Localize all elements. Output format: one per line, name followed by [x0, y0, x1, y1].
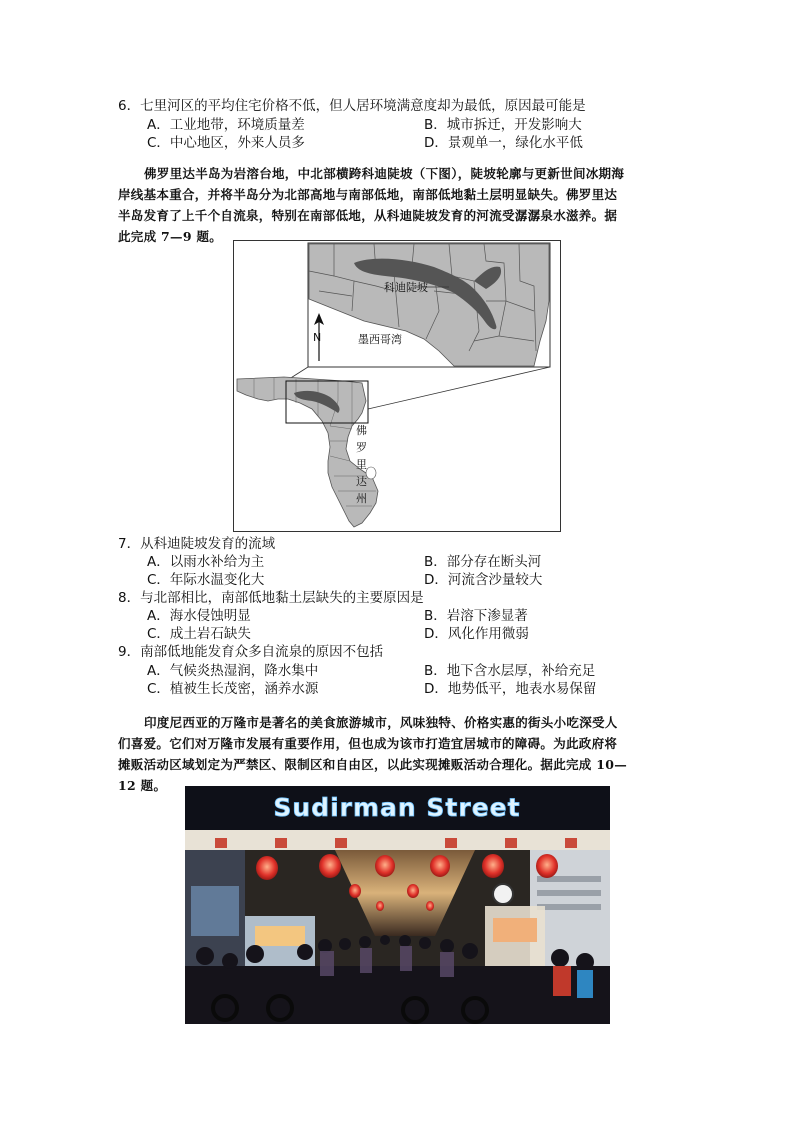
passage-florida-line-1: 佛罗里达半岛为岩溶台地，中北部横跨科迪陡坡（下图），陡坡轮廓与更新世间冰期海 — [144, 166, 625, 181]
label-state-2: 罗 — [356, 441, 367, 454]
q7-option-a: A．以雨水补给为主 — [147, 554, 265, 570]
lantern-icon — [375, 855, 395, 877]
q8-option-c: C．成土岩石缺失 — [147, 626, 251, 642]
lantern-icon — [256, 856, 278, 880]
q7-option-c: C．年际水温变化大 — [147, 572, 265, 588]
florida-map-figure — [233, 240, 561, 532]
q7-option-d: D．河流含沙量较大 — [424, 572, 543, 588]
street-market-photo — [185, 786, 610, 1024]
q9-option-c: C．植被生长茂密，涵养水源 — [147, 681, 319, 697]
q8-option-a: A．海水侵蚀明显 — [147, 608, 251, 624]
passage-bandung-line-4: 12 题。 — [118, 778, 167, 793]
q9-option-d: D．地势低平，地表水易保留 — [424, 681, 597, 697]
label-gulf: 墨西哥湾 — [358, 333, 402, 346]
q6-option-c: C．中心地区，外来人员多 — [147, 135, 305, 151]
q7-option-b: B．部分存在断头河 — [424, 554, 542, 570]
lantern-icon — [482, 854, 504, 878]
label-scarp: 科迪陡坡 — [384, 281, 428, 294]
passage-bandung — [118, 712, 678, 796]
passage-florida-line-4: 此完成 7—9 题。 — [118, 229, 223, 244]
label-state-4: 达 — [356, 475, 367, 488]
label-north: N — [313, 331, 322, 344]
lantern-icon — [430, 855, 450, 877]
label-state-5: 州 — [356, 492, 367, 505]
q8-option-b: B．岩溶下渗显著 — [424, 608, 528, 624]
passage-bandung-line-2: 们喜爱。它们对万隆市发展有重要作用，但也成为该市打造宜居城市的障碍。为此政府将 — [118, 736, 618, 751]
question-7-stem: 7．从科迪陡坡发育的流域 — [118, 536, 276, 552]
q6-option-a: A．工业地带，环境质量差 — [147, 117, 305, 133]
passage-bandung-line-1: 印度尼西亚的万隆市是著名的美食旅游城市，风味独特、价格实惠的街头小吃深受人 — [144, 715, 618, 730]
question-9-stem: 9．南部低地能发育众多自流泉的原因不包括 — [118, 644, 384, 660]
q9-option-b: B．地下含水层厚，补给充足 — [424, 663, 596, 679]
label-state-3: 里 — [356, 458, 367, 471]
passage-bandung-line-3: 摊贩活动区域划定为严禁区、限制区和自由区，以此实现摊贩活动合理化。据此完成 10— — [118, 757, 628, 772]
label-state-1: 佛 — [356, 424, 367, 437]
passage-florida-line-3: 半岛发育了上千个自流泉，特别在南部低地，从科迪陡坡发育的河流受潺潺泉水滋养。据 — [118, 208, 618, 223]
lantern-icon — [536, 854, 558, 878]
q9-option-a: A．气候炎热湿润，降水集中 — [147, 663, 319, 679]
passage-florida — [118, 163, 678, 247]
street-market-illustration — [185, 786, 610, 1024]
question-8-stem: 8．与北部相比，南部低地黏土层缺失的主要原因是 — [118, 590, 424, 606]
street-sign: Sudirman Street — [273, 793, 521, 822]
florida-map — [234, 241, 560, 531]
lake-okeechobee — [366, 467, 376, 479]
passage-florida-line-2: 岸线基本重合，并将半岛分为北部高地与南部低地，南部低地黏土层明显缺失。佛罗里达 — [118, 187, 618, 202]
question-6-stem: 6．七里河区的平均住宅价格不低，但人居环境满意度却为最低，原因最可能是 — [118, 98, 586, 114]
lantern-icon — [319, 854, 341, 878]
q6-option-d: D．景观单一，绿化水平低 — [424, 135, 583, 151]
q6-option-b: B．城市拆迁，开发影响大 — [424, 117, 582, 133]
q8-option-d: D．风化作用微弱 — [424, 626, 529, 642]
